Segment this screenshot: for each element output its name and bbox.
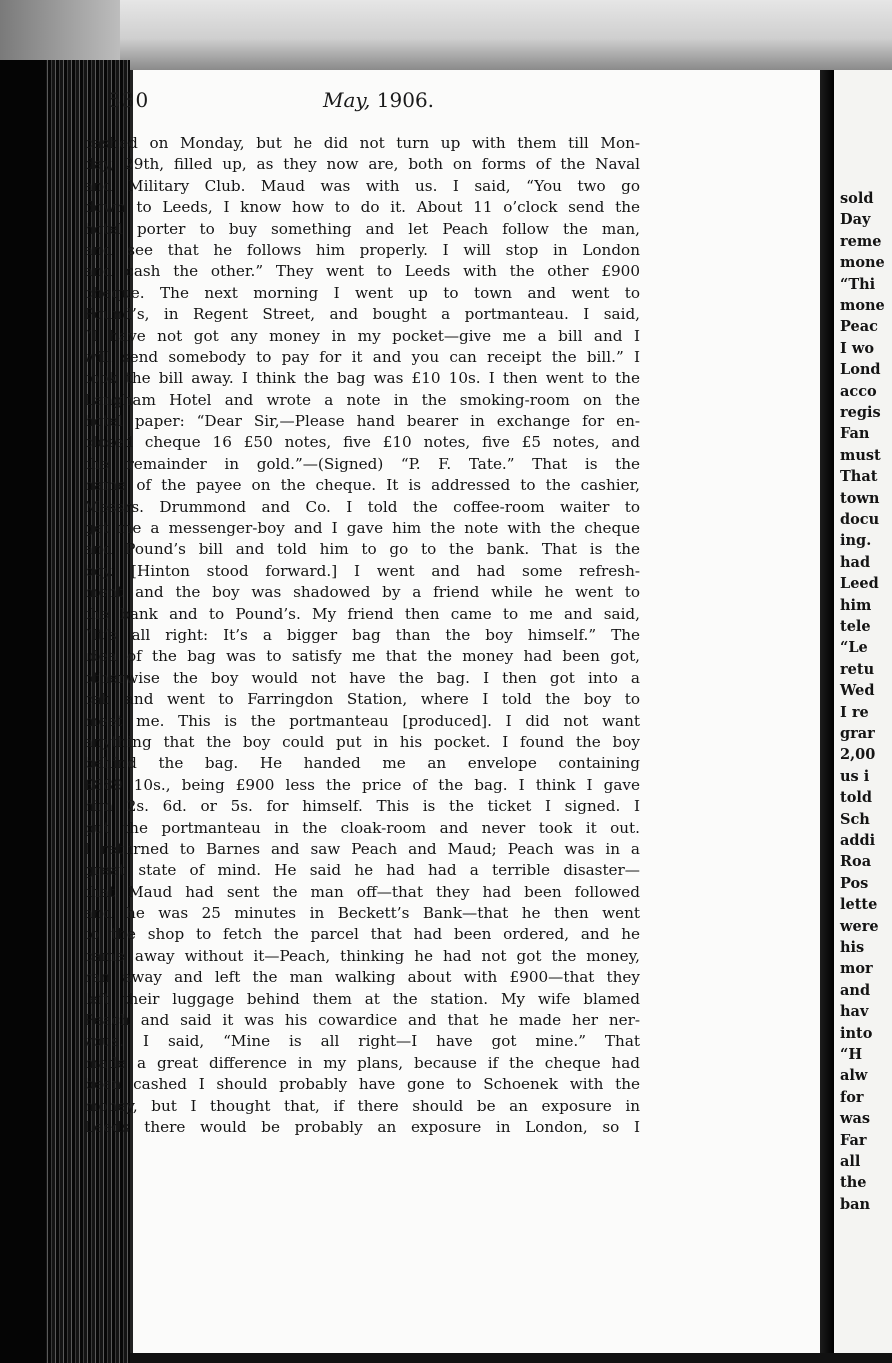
text-line: left their luggage behind them at the station. My wife blamed <box>84 989 640 1008</box>
page-number: 530 <box>108 88 150 112</box>
facing-page-fragment: mone <box>840 254 885 272</box>
facing-page-fragment: alw <box>840 1067 868 1085</box>
facing-page-fragment: lette <box>840 896 878 914</box>
text-line: Peach and said it was his cowardice and that he made her ner- <box>84 1011 640 1030</box>
text-line: ment and the boy was shadowed by a friend while he went to <box>84 583 640 602</box>
book-spine-dark <box>0 60 46 1363</box>
facing-page-fragment: mone <box>840 297 885 314</box>
text-line: and Pound’s bill and told him to go to the bank. That is the <box>84 540 640 559</box>
text-line: Messrs. Drummond and Co. I told the coffee-room waiter to <box>84 497 640 516</box>
text-line: will send somebody to pay for it and you can receipt the bill.” I <box>84 347 640 366</box>
facing-page-fragment: regis <box>840 404 881 421</box>
text-line: cab and went to Farringdon Station, where I told the boy to <box>84 690 640 709</box>
facing-page-fragment: all <box>840 1153 861 1170</box>
facing-page-fragment: I re <box>840 703 869 721</box>
facing-page-fragment: reme <box>840 232 882 250</box>
facing-page-fragment: Sch <box>840 810 870 828</box>
facing-page-fragment: Roa <box>840 853 872 871</box>
facing-page-fragment: ing. <box>840 532 872 550</box>
text-line: cashed on Monday, but he did not turn up with them till Mon- <box>84 134 640 152</box>
facing-page-fragment: and <box>840 981 871 999</box>
facing-page-fragment: us i <box>840 767 870 785</box>
text-line: idea of the bag was to satisfy me that the money had been got, <box>84 647 640 666</box>
text-line: closed cheque 16 £50 notes, five £10 notes, five £5 notes, and <box>84 433 640 452</box>
facing-page-fragment: Fan <box>840 425 870 443</box>
facing-page-fragment: That <box>840 468 878 486</box>
text-line: him 2s. 6d. or 5s. for himself. This is the ticket I signed. I <box>84 797 640 816</box>
text-line: “I have not got any money in my pocket—give me a bill and I <box>84 326 640 345</box>
text-line: and he was 25 minutes in Beckett’s Bank—that he then went <box>84 904 640 923</box>
text-line: otherwise the boy would not have the bag. I then got into a <box>84 668 640 687</box>
text-line: and see that he follows him properly. I will stop in London <box>84 240 640 259</box>
facing-page-fragment: ban <box>840 1195 871 1213</box>
text-line: down to Leeds, I know how to do it. About 11 o’clock send the <box>84 198 640 217</box>
facing-page-fragment: Leed <box>840 575 879 593</box>
facing-page-fragment: must <box>840 446 881 464</box>
facing-page-fragment: “H <box>840 1046 863 1063</box>
facing-page-fragment: Pos <box>840 874 869 892</box>
text-line: ran away and left the man walking about with £900—that they <box>84 968 640 987</box>
facing-page-fragment: grar <box>840 725 875 742</box>
text-line: behind the bag. He handed me an envelope containing <box>84 754 640 773</box>
facing-page-fragment: town <box>840 489 880 507</box>
page-date <box>323 88 434 112</box>
text-line: took the bill away. I think the bag was £10 10s. I then went to the <box>84 369 640 388</box>
facing-page-fragment: the <box>840 1174 867 1192</box>
page-header <box>108 88 528 118</box>
facing-page-fragment: Wed <box>840 682 875 700</box>
facing-page-fragment: were <box>840 917 879 935</box>
facing-page-fragment: “Le <box>840 639 868 657</box>
text-line: meet me. This is the portmanteau [produced]. I did not want <box>84 711 640 730</box>
text-line: anything that the boy could put in his pocket. I found the boy <box>84 732 640 751</box>
page-gutter <box>820 70 834 1353</box>
body-text <box>84 133 640 1138</box>
text-line: get me a messenger-boy and I gave him the note with the cheque <box>84 519 640 538</box>
facing-page-fragment: had <box>840 553 871 571</box>
text-line: hotel paper: “Dear Sir,—Please hand bearer in exchange for en- <box>84 412 640 431</box>
text-line: made a great difference in my plans, because if the cheque had <box>84 1053 640 1072</box>
facing-page-fragment: I wo <box>840 339 874 357</box>
text-line: Pound’s, in Regent Street, and bought a portmanteau. I said, <box>84 305 640 324</box>
text-line: Leeds there would be probably an exposure in London, so I <box>84 1117 640 1136</box>
text-line: £889 10s., being £900 less the price of the bag. I think I gave <box>84 775 640 794</box>
text-line: day, 29th, filled up, as they now are, both on forms of the Naval <box>84 155 640 174</box>
facing-page-fragment: him <box>840 596 872 614</box>
text-line: vous. I said, “Mine is all right—I have got mine.” That <box>84 1032 640 1051</box>
facing-page-fragment: “Thi <box>840 275 876 293</box>
facing-page-fragment: 2,00 <box>840 746 876 764</box>
facing-page-fragment: sold <box>840 190 874 207</box>
text-line: been cashed I should probably have gone to Schoenek with the <box>84 1075 640 1094</box>
facing-page-fragment: tele <box>840 618 871 635</box>
facing-page-fragment: into <box>840 1024 873 1042</box>
facing-page-fragment: Lond <box>840 361 881 379</box>
text-line: “It’s all right: It’s a bigger bag than the boy himself.” The <box>84 625 640 644</box>
page-year: 1906. <box>376 88 435 112</box>
facing-page-fragment: was <box>840 1110 871 1128</box>
text-line: cheque. The next morning I went up to town and went to <box>84 283 640 302</box>
facing-page-edge <box>834 70 892 1353</box>
page-month: May, <box>323 88 371 112</box>
facing-page-fragment: his <box>840 939 865 956</box>
text-line: great state of mind. He said he had had a terrible disaster— <box>84 861 640 880</box>
text-line: name of the payee on the cheque. It is addressed to the cashier, <box>84 476 640 495</box>
text-line: money, but I thought that, if there should be an exposure in <box>84 1096 640 1115</box>
facing-page-fragment: Peac <box>840 318 878 336</box>
text-line: and cash the other.” They went to Leeds with the other £900 <box>84 262 640 281</box>
text-line: and Military Club. Maud was with us. I said, “You two go <box>84 176 640 195</box>
text-line: Langham Hotel and wrote a note in the smoking-room on the <box>84 390 640 409</box>
facing-page-fragment: docu <box>840 511 880 528</box>
text-line: hotel porter to buy something and let Peach follow the man, <box>84 219 640 238</box>
facing-page-fragment: Far <box>840 1131 867 1149</box>
facing-page-fragment: Day <box>840 211 871 229</box>
text-line: put the portmanteau in the cloak-room and never took it out. <box>84 818 640 837</box>
facing-page-fragment: hav <box>840 1003 869 1021</box>
scan-bottom-edge <box>130 1353 892 1363</box>
text-line: I returned to Barnes and saw Peach and Maud; Peach was in a <box>84 839 640 858</box>
text-line: the bank and to Pound’s. My friend then came to me and said, <box>84 604 640 623</box>
text-line: to the shop to fetch the parcel that had been ordered, and he <box>84 925 640 944</box>
facing-page-fragment: retu <box>840 660 875 678</box>
text-line: the remainder in gold.”—(Signed) “P. F. Tate.” That is the <box>84 454 640 473</box>
scan-top-edge <box>0 0 892 70</box>
facing-page-fragment: told <box>840 789 873 807</box>
text-line: that Maud had sent the man off—that they had been followed <box>84 882 640 901</box>
facing-page-fragment: for <box>840 1088 864 1106</box>
facing-page-fragment: addi <box>840 832 876 849</box>
text-line: boy. [Hinton stood forward.] I went and had some refresh- <box>84 561 640 580</box>
text-line: came away without it—Peach, thinking he had not got the money, <box>84 946 640 965</box>
facing-page-fragment: acco <box>840 382 877 400</box>
facing-page-fragment: mor <box>840 960 873 978</box>
